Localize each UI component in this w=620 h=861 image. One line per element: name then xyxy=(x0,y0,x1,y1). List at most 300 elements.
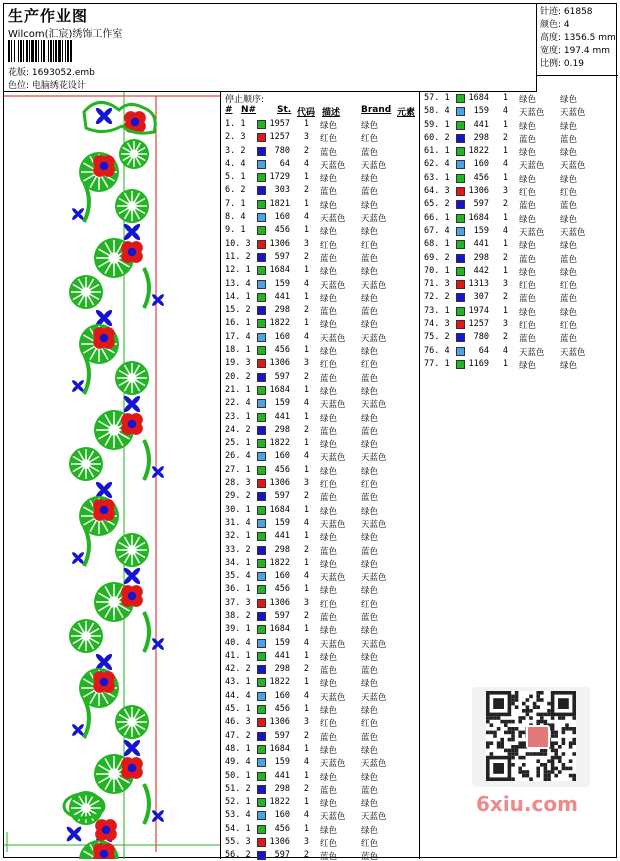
color-swatch xyxy=(257,133,266,142)
brand-name: 绿色 xyxy=(361,466,379,477)
brand-name: 红色 xyxy=(361,240,379,251)
table-row xyxy=(225,530,420,543)
brand-name: 蓝色 xyxy=(361,852,379,861)
color-description: 蓝色 xyxy=(320,373,338,384)
color-position: 色位: 电脑绣花设计 xyxy=(8,81,86,91)
row-index: 35. 4 xyxy=(225,571,251,582)
color-description: 绿色 xyxy=(320,293,338,304)
stop-number: 3 xyxy=(502,319,508,330)
stop-number: 4 xyxy=(303,690,309,701)
color-description: 蓝色 xyxy=(519,294,537,305)
stop-number: 1 xyxy=(303,345,309,356)
table-row xyxy=(225,371,420,384)
table-row xyxy=(225,836,420,849)
table-row xyxy=(424,318,619,331)
brand-name: 绿色 xyxy=(361,559,379,570)
stop-number: 3 xyxy=(303,358,309,369)
thread-code: 442 xyxy=(473,265,489,276)
thread-code: 64 xyxy=(279,158,290,169)
table-row xyxy=(225,796,420,809)
col-element: 元素 xyxy=(397,108,416,118)
brand-name: 蓝色 xyxy=(361,187,379,198)
thread-code: 160 xyxy=(274,331,290,342)
stop-number: 1 xyxy=(502,119,508,130)
color-description: 蓝色 xyxy=(519,254,537,265)
brand-name: 绿色 xyxy=(560,241,578,252)
row-index: 18. 1 xyxy=(225,345,251,356)
thread-code: 1306 xyxy=(269,837,290,848)
brand-name: 天蓝色 xyxy=(361,759,387,770)
row-index: 28. 3 xyxy=(225,478,251,489)
thread-code: 1957 xyxy=(269,119,290,129)
stop-number: 4 xyxy=(303,331,309,342)
row-index: 30. 1 xyxy=(225,504,251,515)
row-index: 63. 1 xyxy=(424,172,450,183)
stop-number: 2 xyxy=(303,145,309,156)
brand-name: 绿色 xyxy=(361,706,379,717)
stop-number: 2 xyxy=(303,664,309,675)
stop-number: 1 xyxy=(502,146,508,157)
brand-name: 天蓝色 xyxy=(361,573,387,584)
brand-name: 绿色 xyxy=(361,386,379,397)
color-description: 绿色 xyxy=(519,121,537,132)
table-row xyxy=(225,583,420,596)
row-index: 39. 1 xyxy=(225,624,251,635)
table-row xyxy=(225,118,420,131)
thread-code: 1306 xyxy=(269,717,290,728)
stop-number: 4 xyxy=(303,757,309,768)
stop-number: 1 xyxy=(303,584,309,595)
color-swatch xyxy=(257,625,266,634)
brand-name: 蓝色 xyxy=(560,254,578,265)
page-title: 生产作业图 xyxy=(8,7,89,25)
brand-name: 绿色 xyxy=(361,121,379,131)
color-swatch xyxy=(257,466,266,475)
stop-number: 1 xyxy=(502,239,508,250)
thread-code: 456 xyxy=(274,704,290,715)
color-description: 绿色 xyxy=(519,214,537,225)
row-index: 11. 2 xyxy=(225,251,251,262)
thread-rows-right xyxy=(424,92,619,371)
brand-name: 蓝色 xyxy=(560,294,578,305)
color-description: 蓝色 xyxy=(320,187,338,198)
color-swatch xyxy=(257,346,266,355)
table-row xyxy=(225,544,420,557)
brand-name: 红色 xyxy=(361,599,379,610)
row-index: 75. 2 xyxy=(424,332,450,343)
row-index: 61. 1 xyxy=(424,146,450,157)
color-swatch xyxy=(257,386,266,395)
brand-name: 蓝色 xyxy=(361,426,379,437)
color-swatch xyxy=(257,572,266,581)
color-count: 颜色: 4 xyxy=(540,20,570,30)
brand-name: 绿色 xyxy=(361,440,379,451)
site-watermark: 6xiu.com xyxy=(476,792,578,816)
brand-name: 天蓝色 xyxy=(361,400,387,411)
embroidery-pattern xyxy=(4,92,220,859)
stop-number: 4 xyxy=(303,810,309,821)
stop-number: 4 xyxy=(303,517,309,528)
color-description: 绿色 xyxy=(320,825,338,836)
table-row xyxy=(424,358,619,371)
color-swatch xyxy=(257,280,266,289)
production-sheet xyxy=(3,3,617,861)
row-index: 44. 4 xyxy=(225,690,251,701)
brand-name: 天蓝色 xyxy=(361,453,387,464)
brand-name: 绿色 xyxy=(361,679,379,690)
table-row xyxy=(424,185,619,198)
table-row xyxy=(225,304,420,317)
color-swatch xyxy=(257,147,266,156)
brand-name: 绿色 xyxy=(361,267,379,278)
color-swatch xyxy=(257,612,266,621)
stop-number: 3 xyxy=(502,186,508,197)
thread-code: 456 xyxy=(274,584,290,595)
brand-name: 红色 xyxy=(560,321,578,332)
brand-name: 绿色 xyxy=(560,267,578,278)
table-row xyxy=(225,331,420,344)
color-swatch xyxy=(257,213,266,222)
thread-code: 780 xyxy=(274,145,290,156)
company-name: Wilcom(汇宸)绣饰工作室 xyxy=(8,29,123,40)
thread-code: 298 xyxy=(274,664,290,675)
table-header xyxy=(225,105,420,117)
brand-name: 蓝色 xyxy=(560,134,578,145)
color-swatch xyxy=(257,439,266,448)
color-description: 蓝色 xyxy=(320,732,338,743)
table-row xyxy=(225,411,420,424)
color-description: 红色 xyxy=(320,240,338,251)
stop-number: 1 xyxy=(502,172,508,183)
color-swatch xyxy=(257,718,266,727)
color-description: 绿色 xyxy=(320,440,338,451)
thread-code: 1306 xyxy=(269,358,290,369)
row-index: 19. 3 xyxy=(225,358,251,369)
thread-code: 1257 xyxy=(468,319,489,330)
color-description: 红色 xyxy=(519,188,537,199)
color-swatch xyxy=(257,359,266,368)
row-index: 36. 1 xyxy=(225,584,251,595)
stop-number: 1 xyxy=(303,650,309,661)
row-index: 52. 1 xyxy=(225,797,251,808)
table-row xyxy=(424,119,619,132)
color-swatch xyxy=(257,639,266,648)
thread-code: 597 xyxy=(274,730,290,741)
color-swatch xyxy=(257,373,266,382)
brand-name: 蓝色 xyxy=(361,732,379,743)
table-row xyxy=(225,251,420,264)
sheet-header xyxy=(4,4,537,92)
row-index: 72. 2 xyxy=(424,292,450,303)
table-row xyxy=(225,477,420,490)
design-preview xyxy=(4,92,221,859)
thread-code: 1313 xyxy=(468,279,489,290)
table-row xyxy=(225,770,420,783)
row-index: 20. 2 xyxy=(225,371,251,382)
table-row xyxy=(225,158,420,171)
color-swatch xyxy=(456,267,465,276)
color-description: 绿色 xyxy=(320,386,338,397)
row-index: 76. 4 xyxy=(424,345,450,356)
brand-name: 绿色 xyxy=(361,293,379,304)
row-index: 15. 2 xyxy=(225,305,251,316)
row-index: 45. 1 xyxy=(225,704,251,715)
table-row xyxy=(225,504,420,517)
thread-code: 1169 xyxy=(468,358,489,369)
stop-number: 2 xyxy=(303,185,309,196)
stop-number: 1 xyxy=(303,823,309,834)
row-index: 50. 1 xyxy=(225,770,251,781)
brand-name: 绿色 xyxy=(361,200,379,211)
table-row xyxy=(225,730,420,743)
color-swatch xyxy=(257,732,266,741)
row-index: 7. 1 xyxy=(225,198,246,209)
table-row xyxy=(225,224,420,237)
color-swatch xyxy=(257,266,266,275)
stop-number: 2 xyxy=(303,424,309,435)
row-index: 46. 3 xyxy=(225,717,251,728)
color-description: 天蓝色 xyxy=(320,812,346,823)
color-description: 绿色 xyxy=(320,586,338,597)
color-swatch xyxy=(456,307,465,316)
design-scale: 比例: 0.19 xyxy=(540,59,584,69)
row-index: 67. 4 xyxy=(424,225,450,236)
color-description: 蓝色 xyxy=(320,666,338,677)
brand-name: 蓝色 xyxy=(560,334,578,345)
row-index: 42. 2 xyxy=(225,664,251,675)
brand-name: 绿色 xyxy=(361,413,379,424)
table-row xyxy=(424,198,619,211)
color-description: 蓝色 xyxy=(320,307,338,318)
color-swatch xyxy=(257,599,266,608)
stop-number: 2 xyxy=(303,730,309,741)
table-row xyxy=(225,437,420,450)
color-swatch xyxy=(257,413,266,422)
color-swatch xyxy=(257,492,266,501)
stop-number: 2 xyxy=(303,371,309,382)
stop-number: 4 xyxy=(303,571,309,582)
stop-number: 4 xyxy=(502,345,508,356)
stop-number: 1 xyxy=(303,770,309,781)
table-row xyxy=(225,291,420,304)
row-index: 2. 3 xyxy=(225,132,246,143)
brand-name: 绿色 xyxy=(361,626,379,637)
stop-number: 1 xyxy=(303,704,309,715)
row-index: 14. 1 xyxy=(225,291,251,302)
color-swatch xyxy=(257,186,266,195)
table-row xyxy=(424,212,619,225)
thread-code: 1306 xyxy=(269,238,290,249)
row-index: 47. 2 xyxy=(225,730,251,741)
brand-name: 绿色 xyxy=(361,825,379,836)
row-index: 33. 2 xyxy=(225,544,251,555)
col-code: 代码 xyxy=(297,108,316,118)
stop-number: 4 xyxy=(303,158,309,169)
color-swatch xyxy=(257,426,266,435)
row-index: 60. 2 xyxy=(424,132,450,143)
stop-number: 1 xyxy=(502,212,508,223)
color-description: 天蓝色 xyxy=(320,573,346,584)
color-swatch xyxy=(257,306,266,315)
table-row xyxy=(225,317,420,330)
thread-code: 1684 xyxy=(269,624,290,635)
row-index: 37. 3 xyxy=(225,597,251,608)
color-description: 天蓝色 xyxy=(519,347,545,358)
thread-code: 159 xyxy=(274,517,290,528)
color-swatch xyxy=(257,399,266,408)
color-description: 绿色 xyxy=(320,745,338,756)
row-index: 57. 1 xyxy=(424,93,450,103)
color-description: 绿色 xyxy=(320,174,338,185)
brand-name: 天蓝色 xyxy=(361,160,387,171)
color-description: 绿色 xyxy=(519,360,537,371)
color-description: 绿色 xyxy=(519,241,537,252)
table-row xyxy=(225,570,420,583)
row-index: 51. 2 xyxy=(225,783,251,794)
color-description: 天蓝色 xyxy=(320,333,346,344)
color-description: 绿色 xyxy=(320,347,338,358)
row-index: 49. 4 xyxy=(225,757,251,768)
row-index: 62. 4 xyxy=(424,159,450,170)
color-swatch xyxy=(257,546,266,555)
row-index: 4. 4 xyxy=(225,158,246,169)
stop-number: 3 xyxy=(303,478,309,489)
stop-number: 2 xyxy=(502,252,508,263)
color-description: 红色 xyxy=(519,281,537,292)
color-description: 天蓝色 xyxy=(320,519,346,530)
stop-number: 1 xyxy=(303,743,309,754)
stop-number: 2 xyxy=(303,544,309,555)
table-row xyxy=(424,238,619,251)
brand-name: 蓝色 xyxy=(361,612,379,623)
col-no: N# xyxy=(241,105,257,115)
color-description: 红色 xyxy=(320,134,338,145)
color-description: 蓝色 xyxy=(320,546,338,557)
color-description: 绿色 xyxy=(320,799,338,810)
thread-code: 1822 xyxy=(269,677,290,688)
thread-code: 441 xyxy=(274,291,290,302)
stop-number: 1 xyxy=(303,225,309,236)
thread-code: 441 xyxy=(473,239,489,250)
table-row xyxy=(424,132,619,145)
row-index: 1. 1 xyxy=(225,119,246,129)
thread-code: 441 xyxy=(274,531,290,542)
thread-code: 597 xyxy=(274,850,290,861)
brand-name: 绿色 xyxy=(361,174,379,185)
stop-number: 1 xyxy=(303,265,309,276)
row-index: 29. 2 xyxy=(225,491,251,502)
thread-code: 1974 xyxy=(468,305,489,316)
brand-name: 绿色 xyxy=(560,121,578,132)
thread-code: 597 xyxy=(274,491,290,502)
color-description: 绿色 xyxy=(320,533,338,544)
color-swatch xyxy=(257,532,266,541)
color-description: 蓝色 xyxy=(519,334,537,345)
brand-name: 蓝色 xyxy=(361,785,379,796)
color-swatch xyxy=(257,519,266,528)
table-row xyxy=(225,703,420,716)
brand-name: 绿色 xyxy=(560,95,578,105)
color-swatch xyxy=(456,280,465,289)
color-swatch xyxy=(257,559,266,568)
row-index: 77. 1 xyxy=(424,358,450,369)
brand-name: 天蓝色 xyxy=(560,108,586,119)
color-swatch xyxy=(456,240,465,249)
thread-code: 298 xyxy=(473,132,489,143)
row-index: 55. 3 xyxy=(225,837,251,848)
color-description: 绿色 xyxy=(519,267,537,278)
thread-code: 597 xyxy=(274,610,290,621)
table-row xyxy=(225,184,420,197)
brand-name: 蓝色 xyxy=(361,373,379,384)
brand-name: 绿色 xyxy=(560,148,578,159)
stop-number: 4 xyxy=(502,159,508,170)
color-swatch xyxy=(257,705,266,714)
table-row xyxy=(225,490,420,503)
thread-code: 298 xyxy=(274,424,290,435)
color-swatch xyxy=(257,506,266,515)
color-swatch xyxy=(257,665,266,674)
table-row xyxy=(424,265,619,278)
color-swatch xyxy=(456,121,465,130)
brand-name: 天蓝色 xyxy=(361,333,387,344)
color-swatch xyxy=(257,160,266,169)
color-description: 蓝色 xyxy=(320,253,338,264)
brand-name: 天蓝色 xyxy=(361,639,387,650)
thread-code: 597 xyxy=(274,371,290,382)
row-index: 22. 4 xyxy=(225,398,251,409)
color-description: 红色 xyxy=(320,480,338,491)
color-swatch xyxy=(456,147,465,156)
stop-number: 1 xyxy=(502,305,508,316)
design-height: 高度: 1356.5 mm xyxy=(540,33,616,43)
stop-number: 2 xyxy=(303,251,309,262)
stop-number: 3 xyxy=(303,837,309,848)
brand-name: 绿色 xyxy=(560,174,578,185)
row-index: 65. 2 xyxy=(424,199,450,210)
stop-number: 1 xyxy=(303,504,309,515)
thread-code: 160 xyxy=(274,571,290,582)
stop-number: 2 xyxy=(303,491,309,502)
thread-code: 160 xyxy=(473,159,489,170)
table-row xyxy=(225,384,420,397)
stop-number: 4 xyxy=(303,212,309,223)
thread-code: 1822 xyxy=(269,557,290,568)
color-description: 绿色 xyxy=(320,267,338,278)
col-desc: 描述 xyxy=(322,108,341,118)
brand-name: 绿色 xyxy=(361,772,379,783)
stop-number: 1 xyxy=(303,438,309,449)
brand-name: 绿色 xyxy=(560,214,578,225)
color-description: 蓝色 xyxy=(320,147,338,158)
color-description: 红色 xyxy=(320,839,338,850)
color-description: 蓝色 xyxy=(320,852,338,861)
brand-name: 红色 xyxy=(361,719,379,730)
thread-code: 159 xyxy=(473,225,489,236)
color-swatch xyxy=(257,785,266,794)
color-description: 天蓝色 xyxy=(320,400,346,411)
color-swatch xyxy=(257,173,266,182)
color-description: 绿色 xyxy=(320,121,338,131)
brand-name: 蓝色 xyxy=(560,201,578,212)
color-swatch xyxy=(257,319,266,328)
brand-name: 绿色 xyxy=(361,745,379,756)
thread-code: 456 xyxy=(473,172,489,183)
row-index: 73. 1 xyxy=(424,305,450,316)
table-row xyxy=(225,690,420,703)
thread-code: 1821 xyxy=(269,198,290,209)
thread-code: 441 xyxy=(473,119,489,130)
